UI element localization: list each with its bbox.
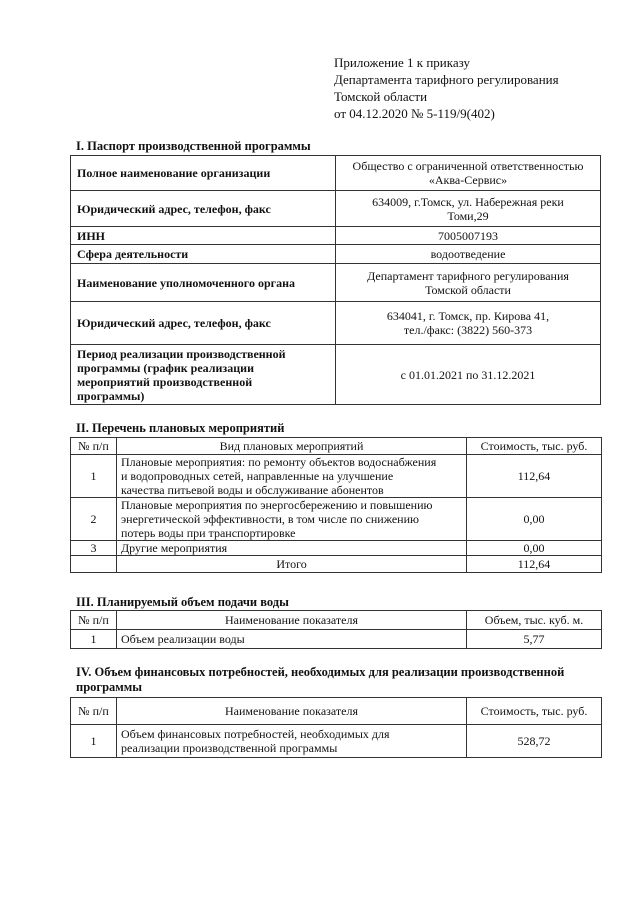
total-value: 112,64 bbox=[467, 556, 602, 573]
label-line: мероприятий производственной bbox=[77, 374, 253, 389]
passport-table bbox=[70, 155, 601, 405]
row-num: 1 bbox=[71, 630, 117, 649]
row-cost: 112,64 bbox=[467, 455, 602, 498]
row-name bbox=[117, 455, 467, 498]
section4-title-line-1: IV. Объем финансовых потребностей, необходимых для реализации производственной bbox=[76, 665, 565, 679]
table-header-row bbox=[71, 438, 602, 455]
name-line: энергетической эффективности, в том числе по снижению bbox=[121, 512, 419, 526]
passport-label: Полное наименование организации bbox=[71, 156, 336, 191]
passport-label: Юридический адрес, телефон, факс bbox=[71, 302, 336, 345]
table-header-row bbox=[71, 611, 602, 630]
passport-label: ИНН bbox=[71, 227, 336, 245]
table-row bbox=[71, 264, 601, 302]
value-line: 634009, г.Томск, ул. Набережная реки bbox=[372, 194, 564, 209]
table-row bbox=[71, 302, 601, 345]
row-name: Другие мероприятия bbox=[117, 541, 467, 556]
label-line: программы (график реализации bbox=[77, 360, 254, 375]
total-row bbox=[71, 556, 602, 573]
table-row bbox=[71, 156, 601, 191]
col-header-num: № п/п bbox=[71, 698, 117, 725]
header-line-4: от 04.12.2020 № 5-119/9(402) bbox=[334, 106, 495, 121]
name-line: реализации производственной программы bbox=[121, 741, 338, 755]
header-line-1: Приложение 1 к приказу bbox=[334, 55, 471, 70]
document-header bbox=[334, 54, 559, 122]
row-num: 1 bbox=[71, 725, 117, 758]
passport-value bbox=[336, 156, 601, 191]
row-num: 2 bbox=[71, 498, 117, 541]
passport-value: с 01.01.2021 по 31.12.2021 bbox=[336, 345, 601, 405]
section1-title: I. Паспорт производственной программы bbox=[76, 139, 311, 153]
passport-label: Сфера деятельности bbox=[71, 245, 336, 264]
col-header-name: Вид плановых мероприятий bbox=[117, 438, 467, 455]
value-line: Департамент тарифного регулирования bbox=[367, 268, 569, 283]
table-row bbox=[71, 498, 602, 541]
table-row bbox=[71, 541, 602, 556]
table-row bbox=[71, 227, 601, 245]
name-line: Плановые мероприятия: по ремонту объектов водоснабжения bbox=[121, 455, 437, 469]
header-line-2: Департамента тарифного регулирования bbox=[334, 72, 559, 87]
label-line: Период реализации производственной bbox=[77, 346, 286, 361]
col-header-name: Наименование показателя bbox=[117, 698, 467, 725]
section2-title: II. Перечень плановых мероприятий bbox=[76, 421, 285, 435]
passport-label: Наименование уполномоченного органа bbox=[71, 264, 336, 302]
row-value: 5,77 bbox=[467, 630, 602, 649]
row-cost: 528,72 bbox=[467, 725, 602, 758]
value-line: Общество с ограниченной ответственностью bbox=[352, 159, 584, 173]
row-num: 1 bbox=[71, 455, 117, 498]
col-header-cost: Стоимость, тыс. руб. bbox=[467, 438, 602, 455]
row-cost: 0,00 bbox=[467, 498, 602, 541]
water-volume-table bbox=[70, 610, 602, 649]
passport-value: водоотведение bbox=[336, 245, 601, 264]
col-header-name: Наименование показателя bbox=[117, 611, 467, 630]
row-cost: 0,00 bbox=[467, 541, 602, 556]
name-line: потерь воды при транспортировке bbox=[121, 526, 296, 540]
table-row bbox=[71, 725, 602, 758]
financial-needs-table bbox=[70, 697, 602, 758]
total-label: Итого bbox=[117, 556, 467, 573]
section4-title bbox=[76, 665, 601, 695]
name-line: Плановые мероприятия по энергосбережению и повышению bbox=[121, 498, 433, 512]
name-line: Объем финансовых потребностей, необходимых для bbox=[121, 727, 390, 741]
row-name bbox=[117, 498, 467, 541]
table-row bbox=[71, 191, 601, 227]
activities-table bbox=[70, 437, 602, 573]
header-line-3: Томской области bbox=[334, 89, 428, 104]
passport-label bbox=[71, 345, 336, 405]
table-row bbox=[71, 630, 602, 649]
passport-value bbox=[336, 191, 601, 227]
section4-title-line-2: программы bbox=[76, 680, 143, 694]
table-row bbox=[71, 245, 601, 264]
value-line: 634041, г. Томск, пр. Кирова 41, bbox=[386, 309, 550, 323]
total-empty-cell bbox=[71, 556, 117, 573]
value-line: тел./факс: (3822) 560-373 bbox=[403, 323, 533, 337]
section3-title: III. Планируемый объем подачи воды bbox=[76, 595, 289, 609]
passport-value bbox=[336, 264, 601, 302]
value-line: «Аква-Сервис» bbox=[428, 173, 508, 187]
col-header-num: № п/п bbox=[71, 438, 117, 455]
passport-label: Юридический адрес, телефон, факс bbox=[71, 191, 336, 227]
col-header-num: № п/п bbox=[71, 611, 117, 630]
name-line: и водопроводных сетей, направленные на улучшение bbox=[121, 469, 394, 483]
label-line: программы) bbox=[77, 388, 145, 403]
row-name: Объем реализации воды bbox=[117, 630, 467, 649]
value-line: Томской области bbox=[425, 282, 511, 297]
row-num: 3 bbox=[71, 541, 117, 556]
name-line: качества питьевой воды и обслуживание абонентов bbox=[121, 483, 384, 497]
value-line: Томи,29 bbox=[447, 208, 489, 223]
passport-value: 7005007193 bbox=[336, 227, 601, 245]
row-name bbox=[117, 725, 467, 758]
col-header-value: Объем, тыс. куб. м. bbox=[467, 611, 602, 630]
col-header-cost: Стоимость, тыс. руб. bbox=[467, 698, 602, 725]
passport-value bbox=[336, 302, 601, 345]
table-row bbox=[71, 455, 602, 498]
table-row bbox=[71, 345, 601, 405]
table-header-row bbox=[71, 698, 602, 725]
